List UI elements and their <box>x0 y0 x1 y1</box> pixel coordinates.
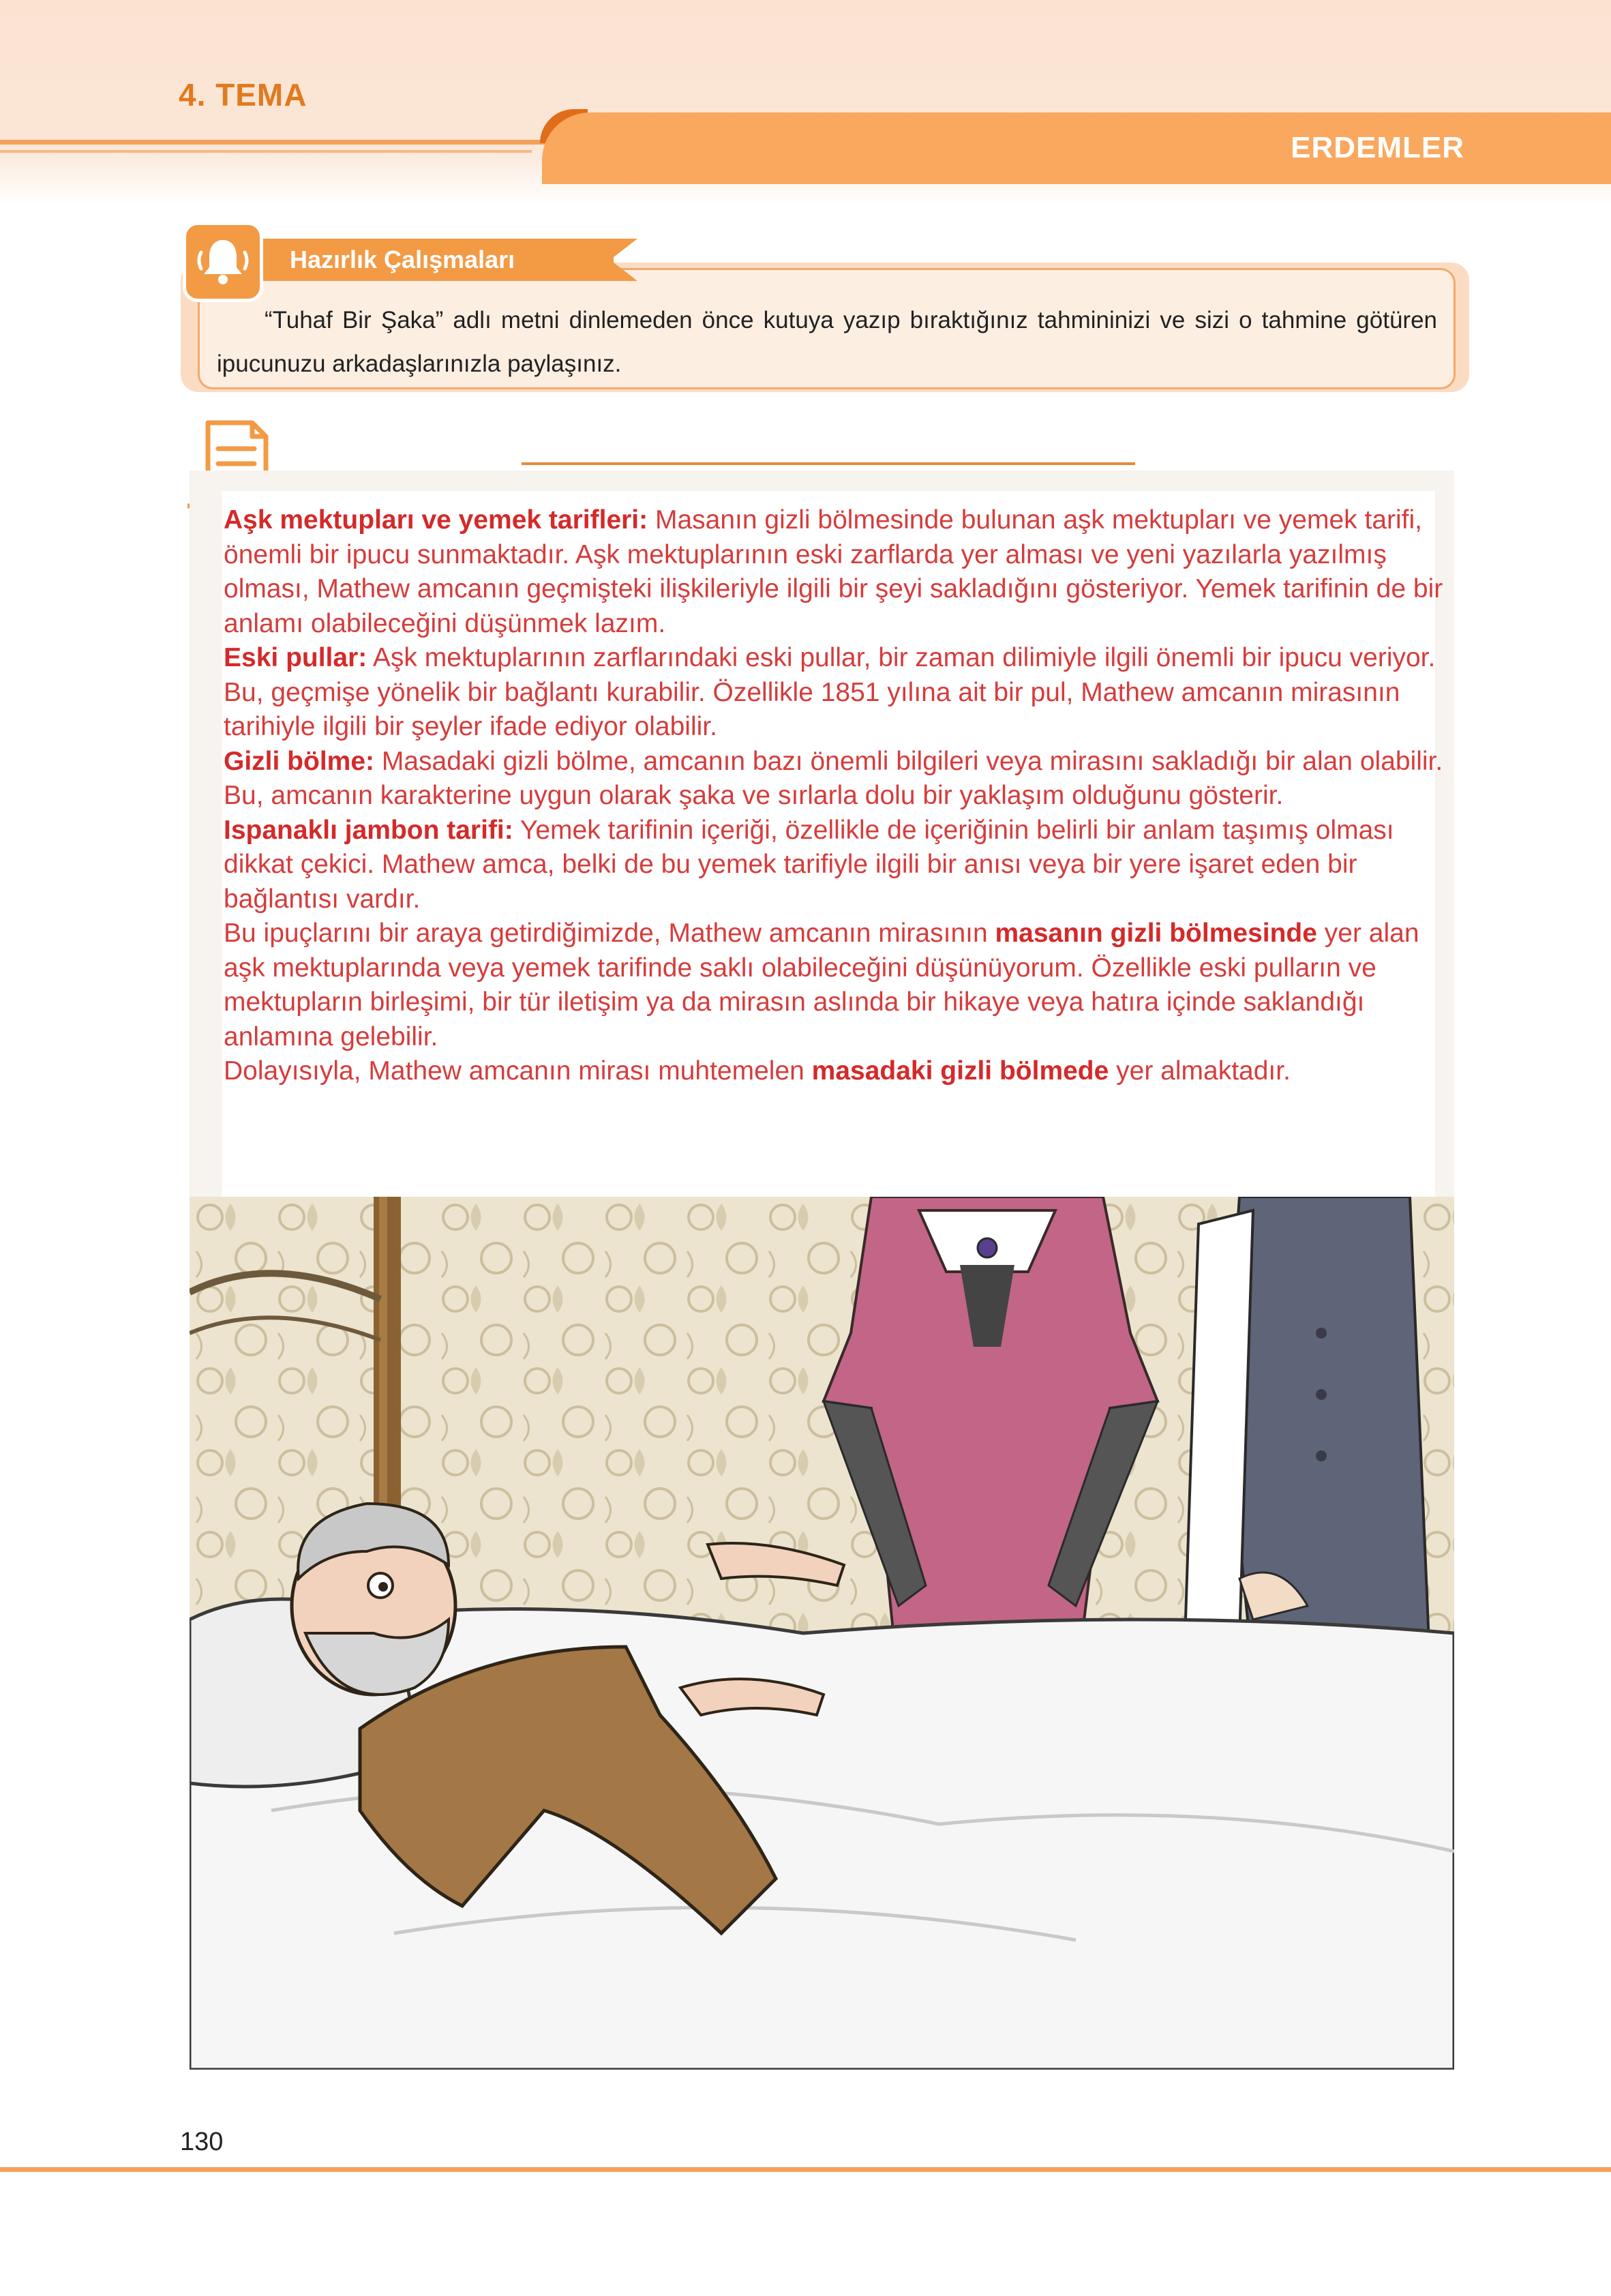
unit-label: 4. TEMA <box>179 77 307 113</box>
answer-title-line <box>522 462 1135 465</box>
answer-paragraph-6 <box>224 1054 1444 1089</box>
answer-paragraph-5 <box>224 916 1444 1054</box>
answer-body-2: Aşk mektuplarının zarflarındaki eski pullar, bir zaman dilimiyle ilgili önemli bir ipucu veriyor. Bu, geçmişe yönelik bir bağlantı kurabilir. Özellikle 1851 yılına ait bir pul, Mathew amcanın mirasının tarihiyle ilgili bir şeyler ifade ediyor olabilir. <box>224 643 1436 741</box>
answer-paragraph-3 <box>224 745 1444 814</box>
answer-paragraph-2 <box>224 641 1444 745</box>
answer-label-3: Gizli bölme: <box>224 746 375 776</box>
answer-label-4: Ispanaklı jambon tarifi: <box>224 815 513 845</box>
answer-emphasis-6: masadaki gizli bölmede <box>811 1056 1109 1086</box>
answer-emphasis-5: masanın gizli bölmesinde <box>995 919 1317 948</box>
answer-body-5b: yer alan aşk mektuplarında veya yemek tarifinde saklı olabileceğini düşünüyorum. Özellikle eski pulların ve mektupların birleşimi, bir tür iletişim ya da mirasın aslında bir hikaye veya hatıra içinde saklandığı anlamına gelebilir. <box>224 919 1419 1052</box>
answer-body-6b: yer almaktadır. <box>1109 1056 1291 1086</box>
answer-body-6a: Dolayısıyla, Mathew amcanın mirası muhtemelen <box>224 1056 812 1086</box>
answer-body-5a: Bu ipuçlarını bir araya getirdiğimizde, Mathew amcanın mirasının <box>224 919 995 948</box>
theme-title: ERDEMLER <box>1291 131 1464 164</box>
answer-paragraph-4 <box>224 814 1444 917</box>
prep-title: Hazırlık Çalışmaları <box>290 245 515 273</box>
page-number: 130 <box>180 2128 224 2156</box>
story-illustration <box>190 1197 1454 2073</box>
answer-text <box>224 503 1444 1089</box>
header-divider-thin <box>0 150 532 153</box>
prep-text: “Tuhaf Bir Şaka” adlı metni dinlemeden önce kutuya yazıp bıraktığınız tahmininizi ve sizi o tahmine götüren ipucunuzu arkadaşlarınızla paylaşınız. <box>217 307 1437 377</box>
answer-paragraph-1 <box>224 503 1444 641</box>
answer-label-1: Aşk mektupları ve yemek tarifleri: <box>224 505 648 535</box>
footer-divider <box>0 2167 1611 2172</box>
prep-tab-tail <box>610 239 637 281</box>
header-divider <box>0 140 545 145</box>
answer-label-2: Eski pullar: <box>224 643 367 672</box>
answer-body-4: Yemek tarifinin içeriği, özellikle de içeriğinin belirli bir anlam taşımış olması dikkat çekici. Mathew amca, belki de bu yemek tarifiyle ilgili bir anısı veya bir yere işaret eden bir bağlantısı vardır. <box>224 815 1394 914</box>
bell-icon <box>183 222 263 302</box>
answer-body-1: Masanın gizli bölmesinde bulunan aşk mektupları ve yemek tarifi, önemli bir ipucu sunmaktadır. Aşk mektuplarının eski zarflarda yer alması ve yeni yazılarla yazılmış olması, Mathew amcanın geçmişteki ilişkileriyle ilgili bir şeyi sakladığını gösteriyor. Yemek tarifinin de bir anlamı olabileceğini düşünmek lazım. <box>224 505 1443 638</box>
answer-body-3: Masadaki gizli bölme, amcanın bazı önemli bilgileri veya mirasını sakladığı bir alan olabilir. Bu, amcanın karakterine uygun olarak şaka ve sırlarla dolu bir yaklaşım olduğunu gösterir. <box>224 746 1443 810</box>
